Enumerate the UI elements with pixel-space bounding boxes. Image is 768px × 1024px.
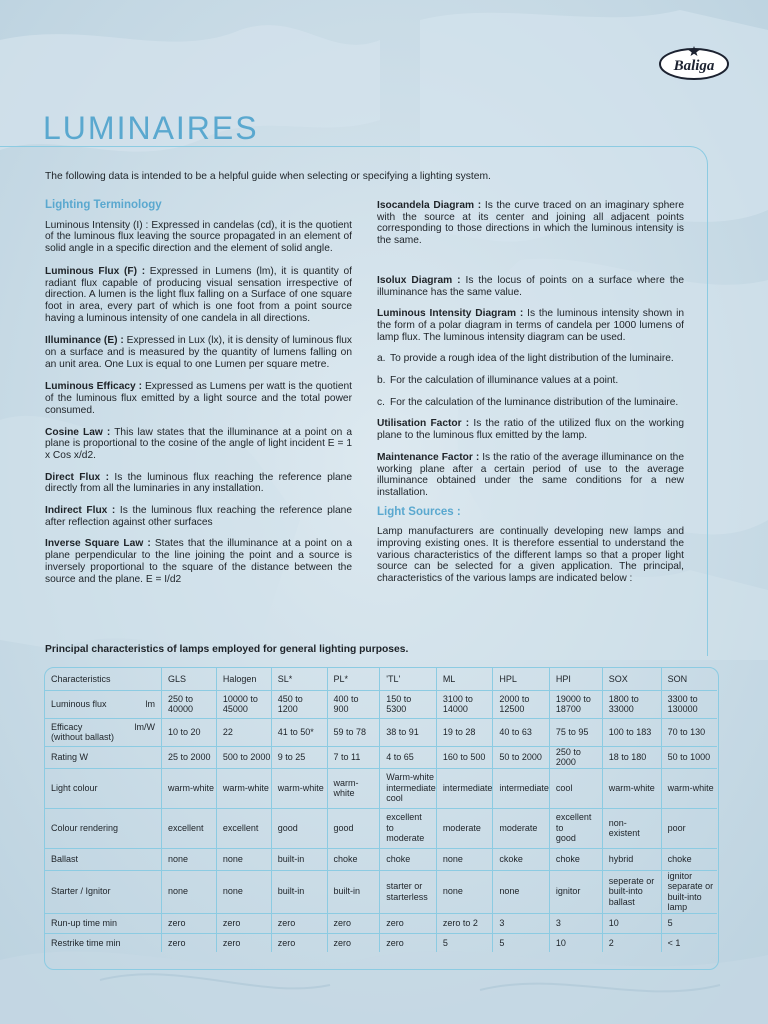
row-label-cell [45,808,162,848]
table-cell: excellent [216,808,271,848]
table-cell: 450 to 1200 [271,690,327,718]
row-unit: lm/W [134,721,155,732]
table-cell: 3 [549,913,602,933]
table-cell: intermediate [493,768,550,808]
column-header: SOX [602,668,661,690]
table-cell: zero [162,933,217,952]
term-maintenance-factor: Maintenance Factor : Is the ratio of the average illuminance on the working plane after a certain period of use to the average illuminance obtained under the same conditions for a new installation. [377,451,684,498]
table-cell: 500 to 2000 [216,746,271,768]
table-caption: Principal characteristics of lamps employed for general lighting purposes. [45,644,409,655]
table-cell: non- existent [602,808,661,848]
term-illuminance: Illuminance (E) : Expressed in Lux (lx), it is density of luminous flux on a surface and is measured by the quantity of lumens falling on an unit area. One Lux is equal to one Lumen per square metre. [45,335,352,370]
table-cell: excellent [162,808,217,848]
term-inverse-square-law: Inverse Square Law : States that the illuminance at a point on a plane perpendicular to the line joining the point and a source is inversely proportional to the square of the distance between the source and the plane. E = I/d2 [45,538,352,585]
use-item-c: c. For the calculation of the luminance distribution of the luminaire. [377,396,679,408]
table-cell: good [327,808,380,848]
table-cell: ckoke [493,848,550,870]
table-cell: none [493,870,550,913]
table-cell: zero [162,913,217,933]
table-row [45,768,717,808]
term-direct-flux: Direct Flux : Is the luminous flux reaching the reference plane directly from all the luminaries in any installation. [45,471,352,495]
table-cell: 19000 to 18700 [549,690,602,718]
table-cell: zero [216,913,271,933]
row-unit: lm [145,698,155,709]
table-cell: 25 to 2000 [162,746,217,768]
table-cell: < 1 [661,933,717,952]
table-cell: 41 to 50* [271,718,327,746]
term-cosine-law: Cosine Law : This law states that the illuminance at a point on a plane is proportional to the cosine of the angle of light incident E = 1 x Cos x/d2. [45,426,352,461]
table-cell: warm-white [162,768,217,808]
table-cell: built-in [271,870,327,913]
row-label: Starter / Ignitor [51,886,111,897]
table-cell: zero [327,933,380,952]
table-cell: 7 to 11 [327,746,380,768]
row-label-cell [45,848,162,870]
table-cell: 5 [661,913,717,933]
table-cell: ignitor [549,870,602,913]
column-header: SON [661,668,717,690]
table-cell: 3300 to 130000 [661,690,717,718]
table-cell: 59 to 78 [327,718,380,746]
table-cell: 4 to 65 [380,746,437,768]
use-item-b: b. For the calculation of illuminance values at a point. [377,375,619,387]
light-sources-text: Lamp manufacturers are continually developing new lamps and improving existing ones. It is therefore essential to understand the various characteristics of the different lamps so that a proper light source can be selected for a given application. The principal, characteristics of the various lamps are indicated below : [377,526,684,585]
table-cell: warm-white [216,768,271,808]
table-cell: 250 to 40000 [162,690,217,718]
table-cell: cool [549,768,602,808]
table-cell: built-in [327,870,380,913]
term-luminous-flux: Luminous Flux (F) : Expressed in Lumens (lm), it is quantity of radiant flux capable of producing visual sensation irrespective of direction. A lumen is the light flux falling on a Surface of one square foot in area, every part of which is one foot from a point source having a luminous intensity of one candela in all directions. [45,265,352,324]
table-cell: 40 to 63 [493,718,550,746]
row-label-cell [45,768,162,808]
table-cell: poor [661,808,717,848]
diagrams-column [377,200,684,585]
table-cell: warm-white [602,768,661,808]
table-cell: choke [327,848,380,870]
table-row [45,913,717,933]
row-label-cell [45,913,162,933]
table-cell: zero [380,933,437,952]
term-indirect-flux: Indirect Flux : Is the luminous flux reaching the reference plane after reflection against other surfaces [45,505,352,528]
row-label: Light colour [51,782,98,793]
table-cell: moderate [493,808,550,848]
term-luminous-intensity: Luminous Intensity (I) : Expressed in candelas (cd), it is the quotient of the luminous flux leaving the source propagated in an element of solid angle in a specific direction and the element of solid angle. [45,219,352,255]
table-cell: excellent to moderate [380,808,437,848]
table-cell: 250 to 2000 [549,746,602,768]
row-label-cell [45,690,162,718]
table-cell: zero [216,933,271,952]
table-cell: intermediate [436,768,493,808]
table-cell: 9 to 25 [271,746,327,768]
row-label: Run-up time min [51,917,118,928]
table-cell: none [216,870,271,913]
table-cell: warm-white [327,768,380,808]
table-cell: hybrid [602,848,661,870]
table-cell: none [436,848,493,870]
table-cell: choke [661,848,717,870]
term-luminous-efficacy: Luminous Efficacy : Expressed as Lumens per watt is the quotient of the luminous flux emitted by a light source and the total power consumed. [45,381,352,416]
table-header-row [45,668,717,690]
table-cell: warm-white [661,768,717,808]
column-header: SL* [271,668,327,690]
table-cell: zero [327,913,380,933]
table-cell: 38 to 91 [380,718,437,746]
table-cell: zero to 2 [436,913,493,933]
table-cell: starter or starterless [380,870,437,913]
table-cell: 3100 to 14000 [436,690,493,718]
table-cell: seperate or built-into ballast [602,870,661,913]
table-cell: 150 to 5300 [380,690,437,718]
table-cell: warm-white [271,768,327,808]
table-row [45,933,717,952]
table-row [45,870,717,913]
row-label-cell [45,718,162,746]
row-label-cell [45,746,162,768]
column-header: HPI [549,668,602,690]
table-cell: 3 [493,913,550,933]
column-header: GLS [162,668,217,690]
row-label: Rating W [51,751,89,762]
light-sources-heading: Light Sources : [377,505,461,518]
column-header: HPL [493,668,550,690]
brand-logo [658,44,730,82]
term-luminous-intensity-diagram: Luminous Intensity Diagram : Is the luminous intensity shown in the form of a polar diagram in terms of candela per 1000 lumens of lamp flux. The luminous intensity diagram can be used. [377,308,684,343]
table-row [45,848,717,870]
table-cell: built-in [271,848,327,870]
row-label: Ballast [51,853,79,864]
table-cell: 160 to 500 [436,746,493,768]
table-cell: 19 to 28 [436,718,493,746]
table-cell: 5 [436,933,493,952]
table-cell: choke [380,848,437,870]
table-cell: ignitor separate or built-into lamp [661,870,717,913]
table-cell: 10000 to 45000 [216,690,271,718]
row-label: Efficacy (without ballast) [51,721,115,742]
lamp-characteristics-table [44,667,719,970]
table-cell: none [162,870,217,913]
term-isolux-diagram: Isolux Diagram : Is the locus of points on a surface where the illuminance has the same value. [377,274,685,298]
table-row [45,808,717,848]
table-cell: zero [271,913,327,933]
table-cell: 10 [549,933,602,952]
table-cell: 70 to 130 [661,718,717,746]
page-title: LUMINAIRES [43,110,259,146]
table-cell: 400 to 900 [327,690,380,718]
column-header: Halogen [216,668,271,690]
table-cell: zero [271,933,327,952]
table-cell: excellent to good [549,808,602,848]
table-cell: 10 to 20 [162,718,217,746]
table-cell: choke [549,848,602,870]
table-cell: 22 [216,718,271,746]
table-cell: moderate [436,808,493,848]
row-label: Luminous flux [51,698,107,709]
brand-logo-text: Baliga [673,58,715,74]
row-label-cell [45,933,162,952]
column-header: ML [436,668,493,690]
table-cell: none [216,848,271,870]
table-cell: 75 to 95 [549,718,602,746]
column-header: PL* [327,668,380,690]
table-cell: 1800 to 33000 [602,690,661,718]
table-cell: Warm-white intermediate cool [380,768,437,808]
table-cell: 5 [493,933,550,952]
column-header: Characteristics [45,668,162,690]
row-label: Restrike time min [51,937,121,948]
table-cell: 10 [602,913,661,933]
row-label-cell [45,870,162,913]
term-utilisation-factor: Utilisation Factor : Is the ratio of the utilized flux on the working plane to the luminous flux emitted by the lamp. [377,418,684,442]
table-cell: zero [380,913,437,933]
table-cell: 50 to 2000 [493,746,550,768]
lamp-table [45,668,717,952]
table-cell: none [436,870,493,913]
intro-text: The following data is intended to be a helpful guide when selecting or specifying a lighting system. [45,171,491,182]
term-isocandela-diagram: Isocandela Diagram : Is the curve traced on an imaginary sphere with the source at its center and joining all adjacent points corresponding to those directions in which the luminous intensity is the same. [377,200,684,247]
table-cell: 2000 to 12500 [493,690,550,718]
column-header: 'TL' [380,668,437,690]
row-label: Colour rendering [51,822,119,833]
table-cell: good [271,808,327,848]
table-row [45,746,717,768]
table-row [45,718,717,746]
table-cell: 18 to 180 [602,746,661,768]
table-cell: 2 [602,933,661,952]
table-cell: none [162,848,217,870]
table-cell: 100 to 183 [602,718,661,746]
terminology-column [45,200,352,585]
lighting-terminology-heading: Lighting Terminology [45,199,162,211]
use-item-a: a. To provide a rough idea of the light distribution of the luminaire. [377,353,674,365]
table-row [45,690,717,718]
table-cell: 50 to 1000 [661,746,717,768]
